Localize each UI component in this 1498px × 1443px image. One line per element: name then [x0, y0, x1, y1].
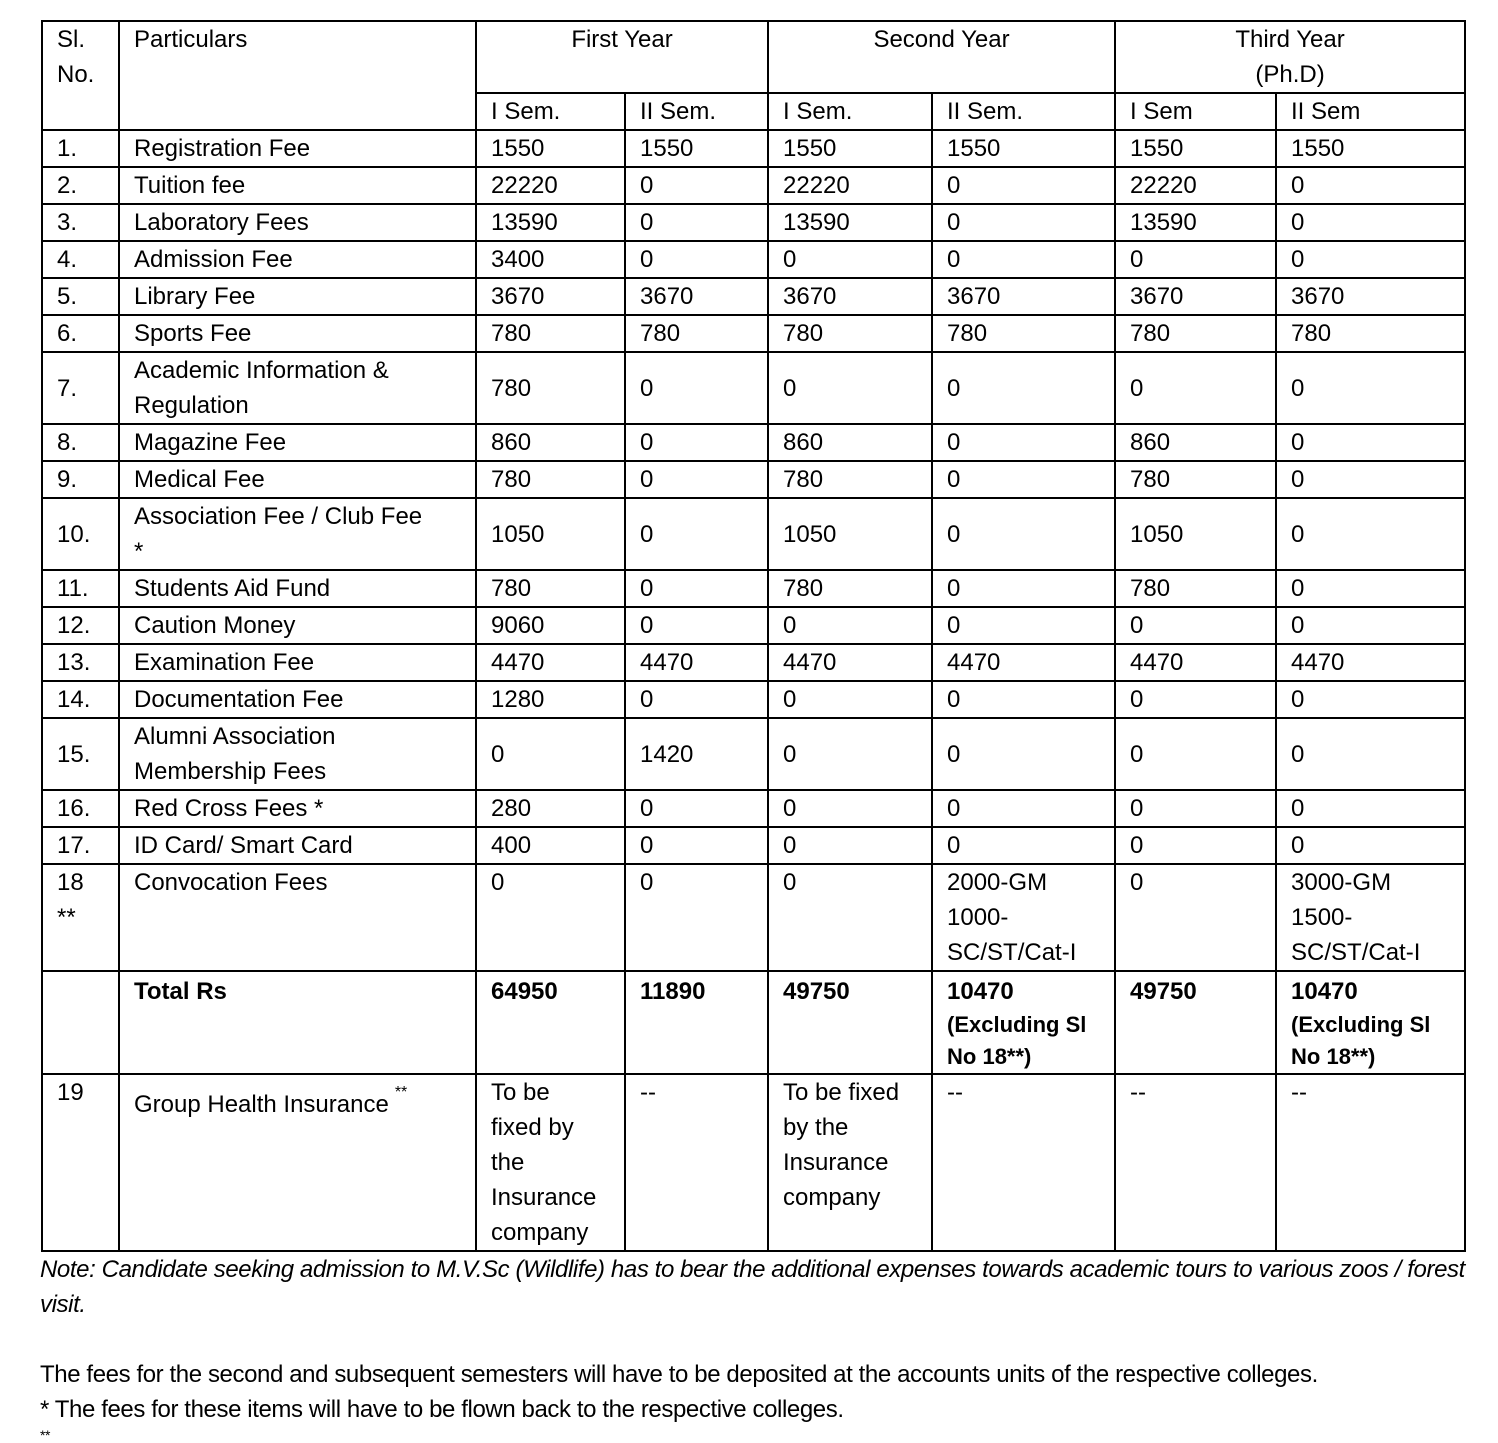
total-value: 11890 [640, 978, 706, 1005]
insurance-value-cell: To be fixed by the Insurance company [476, 1074, 625, 1251]
fee-value-cell: 3670 [476, 278, 625, 315]
fee-value-cell: 0 [1276, 352, 1465, 424]
fee-value-cell: 0 [932, 461, 1115, 498]
fee-value-cell: 3670 [1115, 278, 1276, 315]
note-deposit: The fees for the second and subsequent semesters will have to be deposited at the accounts units of the respective colleges. [40, 1361, 1318, 1388]
fee-value-cell: 3670 [768, 278, 932, 315]
particular-cell: Documentation Fee [119, 681, 476, 718]
header-particulars: Particulars [119, 21, 476, 130]
fee-value-cell: 0 [625, 570, 768, 607]
fee-value-cell: 0 [1115, 607, 1276, 644]
fee-value-cell: 0 [1276, 461, 1465, 498]
sl-no-cell: 18 ** [42, 864, 119, 971]
sl-no-cell: 15. [42, 718, 119, 790]
fee-value-cell: 0 [932, 607, 1115, 644]
fee-value-cell: 0 [1276, 570, 1465, 607]
particular-cell: Association Fee / Club Fee * [119, 498, 476, 570]
fee-value-cell: 0 [932, 204, 1115, 241]
fee-value-cell: 0 [1115, 864, 1276, 971]
fee-value-cell: 0 [1115, 718, 1276, 790]
fee-value-cell: 780 [768, 461, 932, 498]
fee-value-cell: 400 [476, 827, 625, 864]
fee-value-cell: 0 [625, 167, 768, 204]
particular-cell: Alumni Association Membership Fees [119, 718, 476, 790]
header-semester: II Sem [1276, 93, 1465, 130]
fee-value-cell: 0 [625, 864, 768, 971]
particular-cell: Sports Fee [119, 315, 476, 352]
fee-value-cell: 22220 [1115, 167, 1276, 204]
sl-no-cell: 10. [42, 498, 119, 570]
fee-value-cell: 0 [476, 718, 625, 790]
table-row [42, 461, 1465, 498]
insurance-label: Group Health Insurance [134, 1091, 389, 1118]
total-value-cell [932, 971, 1115, 1074]
fee-value-cell: 1550 [1115, 130, 1276, 167]
sl-no-cell: 5. [42, 278, 119, 315]
table-row [42, 827, 1465, 864]
fee-value-cell: 4470 [625, 644, 768, 681]
fee-value-cell: 0 [768, 681, 932, 718]
fee-value-cell: 0 [932, 424, 1115, 461]
fee-value-cell: 780 [1115, 315, 1276, 352]
fee-value-cell: 860 [476, 424, 625, 461]
sl-no-cell: 1. [42, 130, 119, 167]
fee-value-cell: 0 [1115, 790, 1276, 827]
particular-cell: Magazine Fee [119, 424, 476, 461]
fee-value-cell: 780 [768, 570, 932, 607]
fee-structure-table [41, 20, 1466, 1252]
header-sl-no: Sl. No. [42, 21, 119, 130]
fee-value-cell: 0 [932, 498, 1115, 570]
table-row [42, 241, 1465, 278]
fee-value-cell: 4470 [1115, 644, 1276, 681]
fee-value-cell: 0 [625, 607, 768, 644]
sl-no-cell: 14. [42, 681, 119, 718]
sl-no-cell: 13. [42, 644, 119, 681]
note-wildlife: Note: Candidate seeking admission to M.V.Sc (Wildlife) has to bear the additional expenses towards academic tours to various zoos / forest visit. [40, 1256, 1465, 1318]
fee-value-cell: 0 [1115, 681, 1276, 718]
fee-value-cell: 0 [1276, 790, 1465, 827]
sl-no-cell: 3. [42, 204, 119, 241]
fee-value-cell: 0 [932, 352, 1115, 424]
fee-value-cell: 3670 [625, 278, 768, 315]
fee-value-cell: 0 [1276, 204, 1465, 241]
sl-no-cell: 9. [42, 461, 119, 498]
fee-value-cell: 13590 [1115, 204, 1276, 241]
fee-value-cell: 0 [625, 827, 768, 864]
fee-value-cell: 780 [476, 461, 625, 498]
insurance-mark: ** [394, 1084, 408, 1101]
fee-value-cell: 22220 [476, 167, 625, 204]
particular-cell: Admission Fee [119, 241, 476, 278]
total-value: 64950 [491, 978, 558, 1005]
total-value-cell [1115, 971, 1276, 1074]
fee-value-cell: 0 [1276, 718, 1465, 790]
fee-value-cell: 0 [1276, 681, 1465, 718]
fee-value-cell: 0 [768, 607, 932, 644]
total-note: (Excluding Sl No 18**) [1291, 1012, 1431, 1069]
fee-value-cell: 0 [1115, 827, 1276, 864]
particular-cell: ID Card/ Smart Card [119, 827, 476, 864]
table-row [42, 167, 1465, 204]
particular-cell: Laboratory Fees [119, 204, 476, 241]
fee-value-cell: 0 [1276, 607, 1465, 644]
particular-cell: Library Fee [119, 278, 476, 315]
sl-no-cell: 8. [42, 424, 119, 461]
sl-no-cell: 11. [42, 570, 119, 607]
fee-value-cell: 0 [768, 718, 932, 790]
fee-value-cell: 0 [768, 241, 932, 278]
fee-value-cell: 0 [932, 570, 1115, 607]
fee-value-cell: 0 [932, 681, 1115, 718]
fee-value-cell: 0 [476, 864, 625, 971]
table-row [42, 718, 1465, 790]
header-second-year: Second Year [768, 21, 1115, 93]
fee-value-cell: 0 [625, 461, 768, 498]
fee-value-cell: 780 [625, 315, 768, 352]
fee-value-cell: 0 [932, 790, 1115, 827]
header-first-year: First Year [476, 21, 768, 93]
particular-cell: Tuition fee [119, 167, 476, 204]
table-row [42, 315, 1465, 352]
fee-value-cell: 780 [476, 570, 625, 607]
total-value-cell [1276, 971, 1465, 1074]
table-row [42, 607, 1465, 644]
table-row [42, 424, 1465, 461]
fee-value-cell: 1550 [476, 130, 625, 167]
total-value: 10470 [1291, 978, 1358, 1005]
fee-value-cell: 0 [932, 827, 1115, 864]
fee-value-cell: 2000-GM 1000- SC/ST/Cat-I [932, 864, 1115, 971]
fee-value-cell: 0 [1276, 424, 1465, 461]
note-double-star: ** [40, 1427, 51, 1443]
fee-value-cell: 280 [476, 790, 625, 827]
table-row [42, 644, 1465, 681]
fee-value-cell: 780 [1115, 461, 1276, 498]
sl-no-cell: 16. [42, 790, 119, 827]
fee-value-cell: 3400 [476, 241, 625, 278]
table-row [42, 130, 1465, 167]
particular-cell: Caution Money [119, 607, 476, 644]
total-value-cell [625, 971, 768, 1074]
header-third-year: Third Year (Ph.D) [1115, 21, 1465, 93]
note-flown-back: * The fees for these items will have to be flown back to the respective colleges. [40, 1396, 844, 1423]
header-semester: I Sem [1115, 93, 1276, 130]
fee-value-cell: 4470 [768, 644, 932, 681]
fee-value-cell: 4470 [932, 644, 1115, 681]
fee-value-cell: 9060 [476, 607, 625, 644]
fee-value-cell: 780 [768, 315, 932, 352]
total-value-cell [768, 971, 932, 1074]
fee-value-cell: 1550 [625, 130, 768, 167]
fee-value-cell: 3000-GM 1500- SC/ST/Cat-I [1276, 864, 1465, 971]
table-row [42, 204, 1465, 241]
fee-value-cell: 0 [625, 352, 768, 424]
particular-cell: Academic Information & Regulation [119, 352, 476, 424]
table-row [42, 681, 1465, 718]
particular-cell: Red Cross Fees * [119, 790, 476, 827]
header-semester: I Sem. [768, 93, 932, 130]
header-semester: II Sem. [932, 93, 1115, 130]
table-row [42, 790, 1465, 827]
fee-value-cell: 1550 [768, 130, 932, 167]
fee-value-cell: 1050 [1115, 498, 1276, 570]
fee-value-cell: 0 [768, 352, 932, 424]
fee-value-cell: 0 [932, 241, 1115, 278]
fee-value-cell: 0 [625, 681, 768, 718]
particular-cell: Medical Fee [119, 461, 476, 498]
insurance-row [42, 1074, 1465, 1251]
fee-value-cell: 860 [1115, 424, 1276, 461]
insurance-value-cell: -- [1276, 1074, 1465, 1251]
fee-value-cell: 3670 [1276, 278, 1465, 315]
total-value: 10470 [947, 978, 1014, 1005]
fee-value-cell: 0 [932, 718, 1115, 790]
fee-value-cell: 0 [1276, 498, 1465, 570]
fee-value-cell: 780 [1276, 315, 1465, 352]
fee-value-cell: 1420 [625, 718, 768, 790]
total-value: 49750 [1130, 978, 1197, 1005]
sl-no-cell: 12. [42, 607, 119, 644]
fee-value-cell: 780 [1115, 570, 1276, 607]
fee-value-cell: 4470 [476, 644, 625, 681]
fee-value-cell: 780 [476, 352, 625, 424]
fee-value-cell: 0 [1115, 352, 1276, 424]
fee-value-cell: 0 [768, 827, 932, 864]
table-row [42, 498, 1465, 570]
table-row [42, 570, 1465, 607]
fee-value-cell: 13590 [476, 204, 625, 241]
fee-value-cell: 0 [932, 167, 1115, 204]
header-semester: II Sem. [625, 93, 768, 130]
total-row [42, 971, 1465, 1074]
fee-value-cell: 0 [625, 790, 768, 827]
fee-value-cell: 0 [625, 424, 768, 461]
total-label: Total Rs [119, 971, 476, 1074]
fee-value-cell: 4470 [1276, 644, 1465, 681]
total-value: 49750 [783, 978, 850, 1005]
fee-value-cell: 22220 [768, 167, 932, 204]
insurance-value-cell: -- [932, 1074, 1115, 1251]
fee-value-cell: 0 [625, 204, 768, 241]
particular-cell: Convocation Fees [119, 864, 476, 971]
total-note: (Excluding Sl No 18**) [947, 1012, 1087, 1069]
total-value-cell [476, 971, 625, 1074]
fee-value-cell: 860 [768, 424, 932, 461]
fee-value-cell: 0 [625, 241, 768, 278]
particular-cell: Students Aid Fund [119, 570, 476, 607]
header-semester: I Sem. [476, 93, 625, 130]
sl-no-cell: 17. [42, 827, 119, 864]
particular-cell: Registration Fee [119, 130, 476, 167]
particular-cell [119, 1074, 476, 1251]
fee-value-cell: 3670 [932, 278, 1115, 315]
fee-value-cell: 0 [1115, 241, 1276, 278]
table-row [42, 278, 1465, 315]
table-row [42, 864, 1465, 971]
particular-cell: Examination Fee [119, 644, 476, 681]
fee-value-cell: 0 [625, 498, 768, 570]
insurance-value-cell: To be fixed by the Insurance company [768, 1074, 932, 1251]
fee-value-cell: 1050 [476, 498, 625, 570]
fee-value-cell: 0 [1276, 167, 1465, 204]
fee-value-cell: 0 [768, 864, 932, 971]
sl-no-cell: 6. [42, 315, 119, 352]
sl-no-cell: 19 [42, 1074, 119, 1251]
insurance-value-cell: -- [1115, 1074, 1276, 1251]
fee-value-cell: 0 [1276, 241, 1465, 278]
fee-value-cell: 780 [476, 315, 625, 352]
fee-value-cell: 0 [1276, 827, 1465, 864]
insurance-value-cell: -- [625, 1074, 768, 1251]
fee-value-cell: 780 [932, 315, 1115, 352]
fee-value-cell: 1280 [476, 681, 625, 718]
fee-value-cell: 1550 [932, 130, 1115, 167]
sl-no-cell [42, 971, 119, 1074]
sl-no-cell: 7. [42, 352, 119, 424]
table-row [42, 352, 1465, 424]
fee-value-cell: 1050 [768, 498, 932, 570]
fee-value-cell: 13590 [768, 204, 932, 241]
sl-no-cell: 2. [42, 167, 119, 204]
sl-no-cell: 4. [42, 241, 119, 278]
fee-value-cell: 1550 [1276, 130, 1465, 167]
fee-structure-document [41, 0, 1464, 1443]
fee-value-cell: 0 [768, 790, 932, 827]
